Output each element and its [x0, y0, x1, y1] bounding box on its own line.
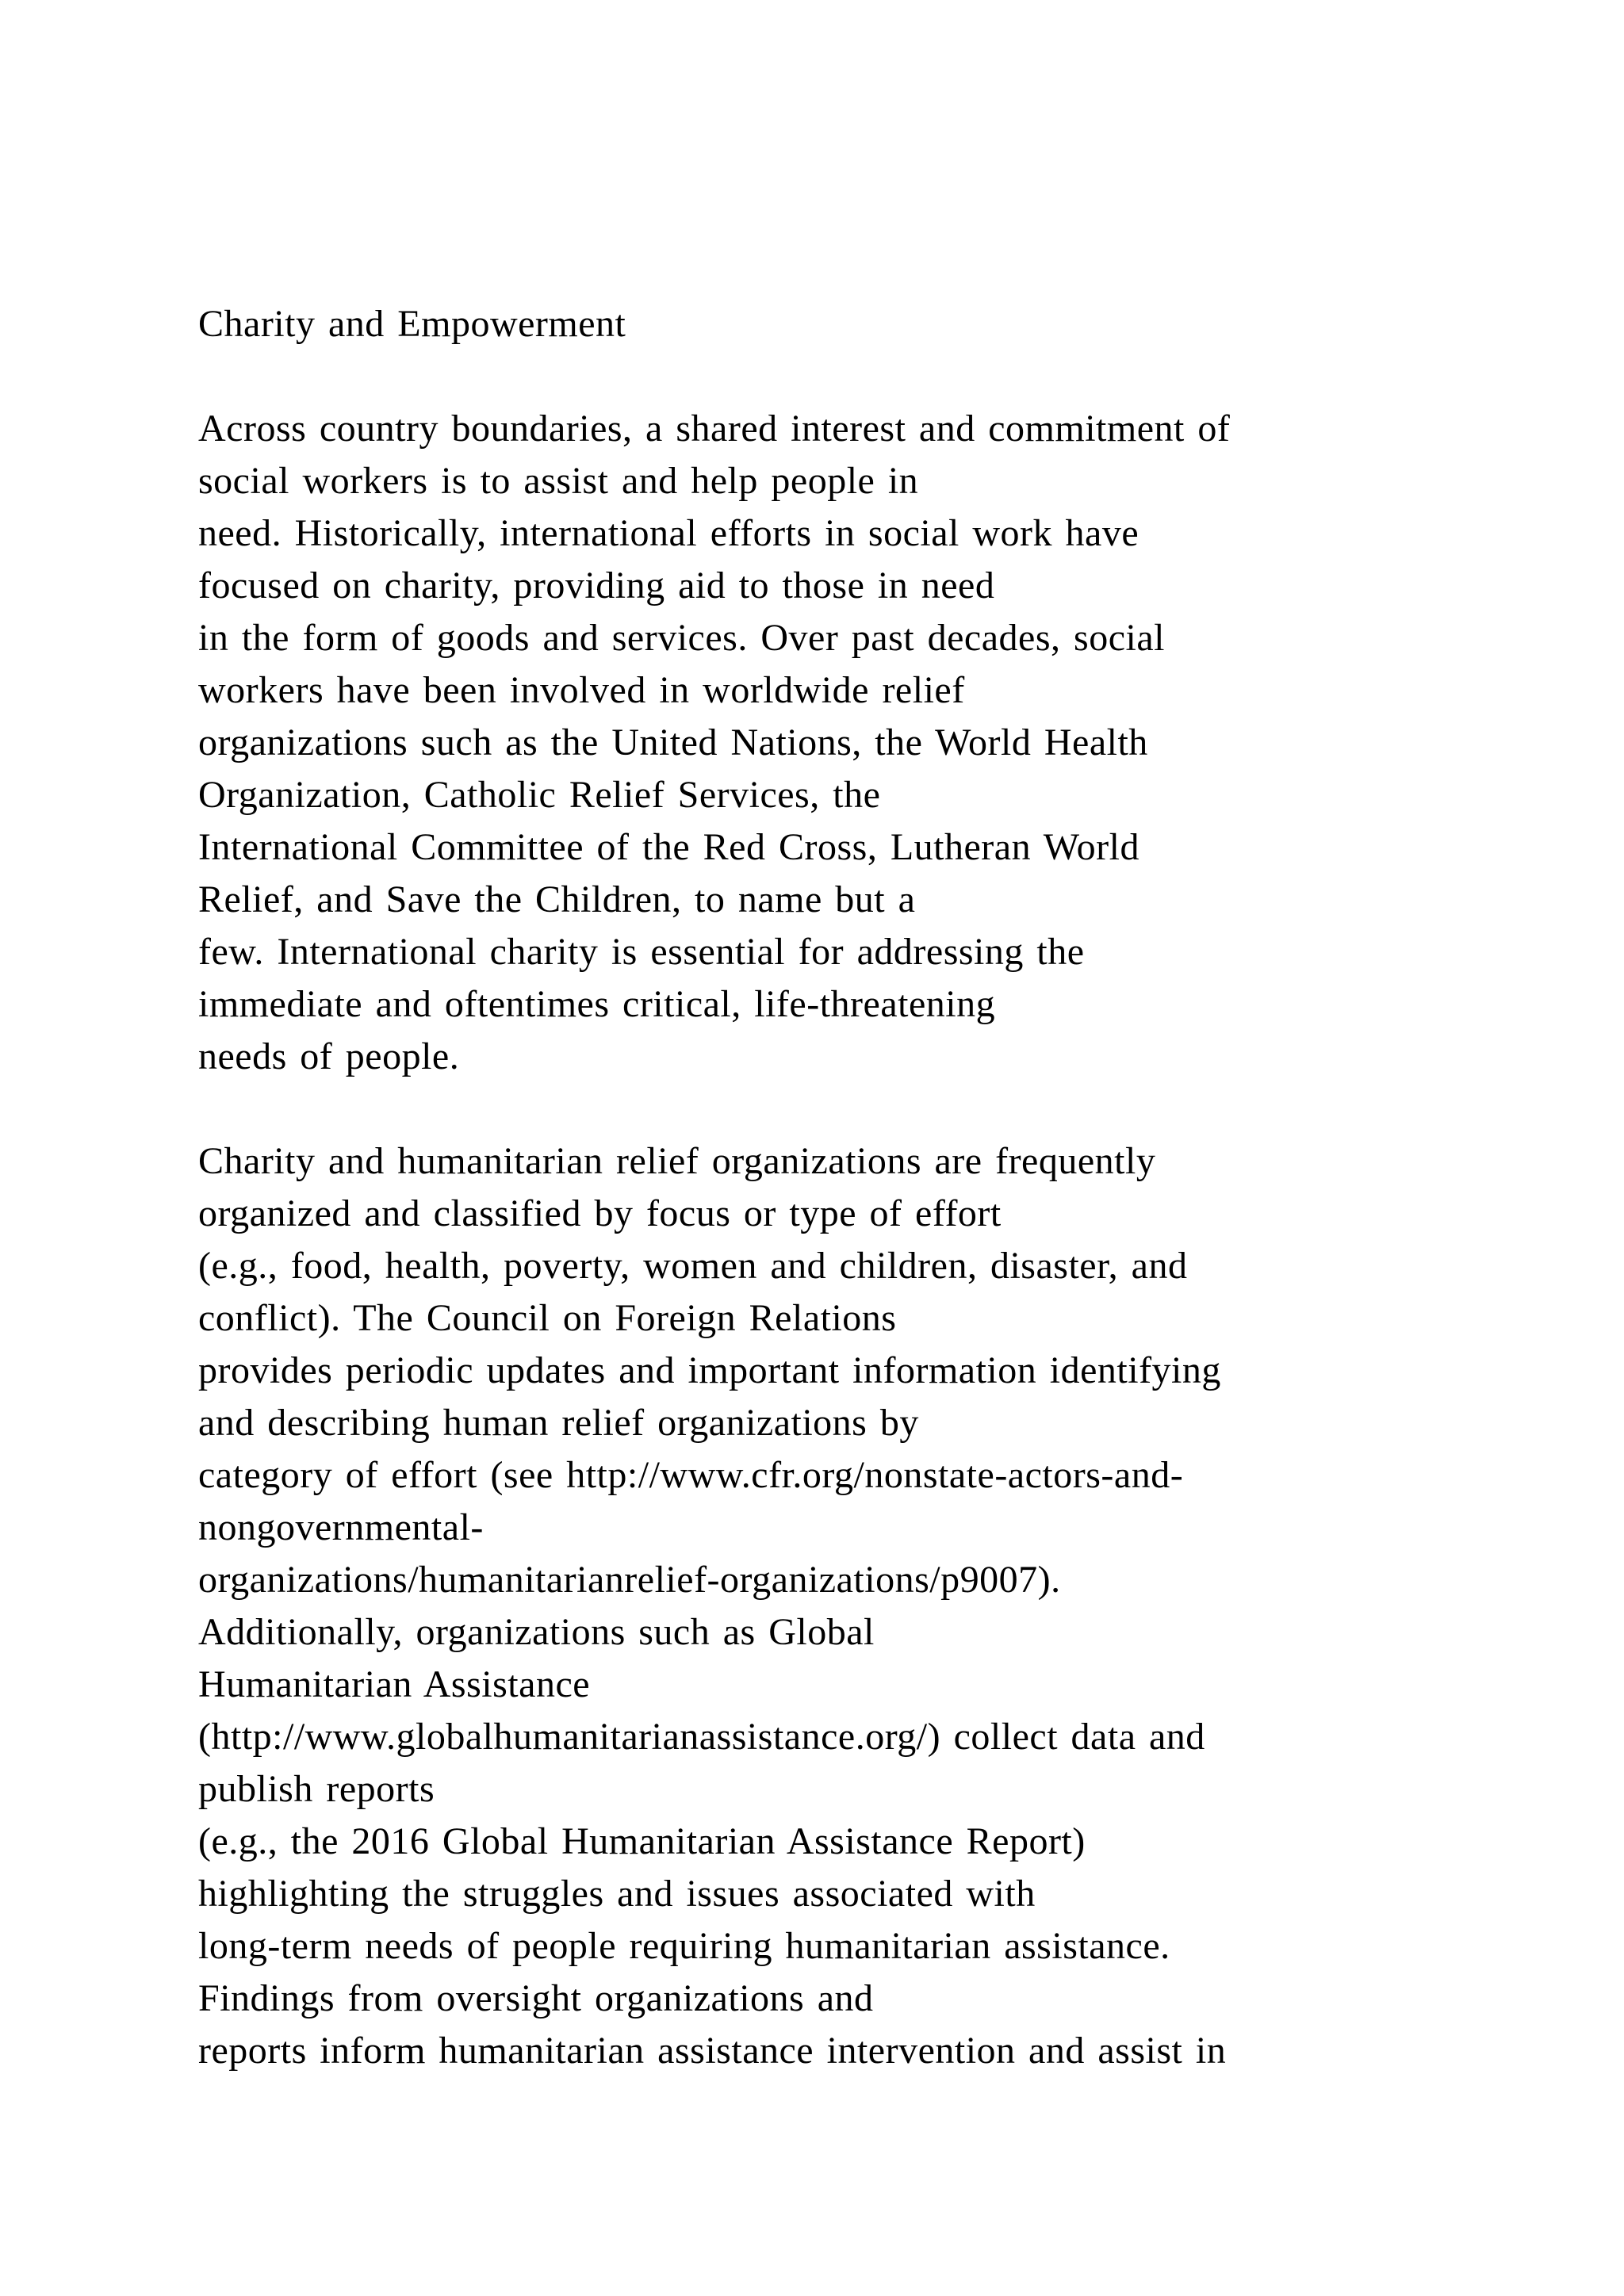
text-line: social workers is to assist and help people in	[198, 460, 919, 502]
text-line: category of effort (see http://www.cfr.org/nonstate-actors-and-	[198, 1454, 1184, 1496]
text-line: reports inform humanitarian assistance intervention and assist in	[198, 2030, 1227, 2072]
paragraph-1	[198, 403, 1610, 1083]
text-line: (http://www.globalhumanitarianassistance.org/) collect data and	[198, 1716, 1205, 1758]
paragraph-gap	[198, 350, 1610, 403]
text-line: Relief, and Save the Children, to name but a	[198, 878, 916, 920]
text-line: needs of people.	[198, 1035, 460, 1077]
text-line: in the form of goods and services. Over past decades, social	[198, 617, 1165, 659]
text-line: highlighting the struggles and issues associated with	[198, 1873, 1036, 1915]
text-line: Charity and humanitarian relief organizations are frequently	[198, 1140, 1156, 1182]
text-line: long-term needs of people requiring humanitarian assistance.	[198, 1925, 1170, 1967]
text-line: conflict). The Council on Foreign Relations	[198, 1297, 897, 1339]
document-title: Charity and Empowerment	[198, 303, 626, 345]
text-line: Findings from oversight organizations and	[198, 1977, 874, 2019]
text-line: organizations such as the United Nations, the World Health	[198, 721, 1148, 763]
text-line: Organization, Catholic Relief Services, the	[198, 774, 881, 816]
text-line: Across country boundaries, a shared interest and commitment of	[198, 408, 1231, 450]
text-line: International Committee of the Red Cross, Lutheran World	[198, 826, 1139, 868]
text-line: (e.g., food, health, poverty, women and children, disaster, and	[198, 1245, 1188, 1287]
text-line: few. International charity is essential for addressing the	[198, 931, 1085, 973]
text-line: need. Historically, international efforts in social work have	[198, 512, 1139, 554]
text-line: Humanitarian Assistance	[198, 1663, 591, 1705]
text-line: nongovernmental-	[198, 1506, 484, 1548]
text-line: organized and classified by focus or type of effort	[198, 1192, 1002, 1234]
text-line: (e.g., the 2016 Global Humanitarian Assistance Report)	[198, 1820, 1086, 1862]
text-line: publish reports	[198, 1768, 435, 1810]
text-line: focused on charity, providing aid to those in need	[198, 564, 995, 607]
text-line: workers have been involved in worldwide relief	[198, 669, 965, 711]
text-line: and describing human relief organizations by	[198, 1402, 919, 1444]
text-line: provides periodic updates and important information identifying	[198, 1349, 1221, 1391]
text-line: organizations/humanitarianrelief-organizations/p9007).	[198, 1559, 1061, 1601]
paragraph-2	[198, 1135, 1610, 2077]
paragraph-gap	[198, 1083, 1610, 1135]
document-body	[198, 298, 1610, 2077]
text-line: immediate and oftentimes critical, life-threatening	[198, 983, 996, 1025]
text-line: Additionally, organizations such as Global	[198, 1611, 875, 1653]
